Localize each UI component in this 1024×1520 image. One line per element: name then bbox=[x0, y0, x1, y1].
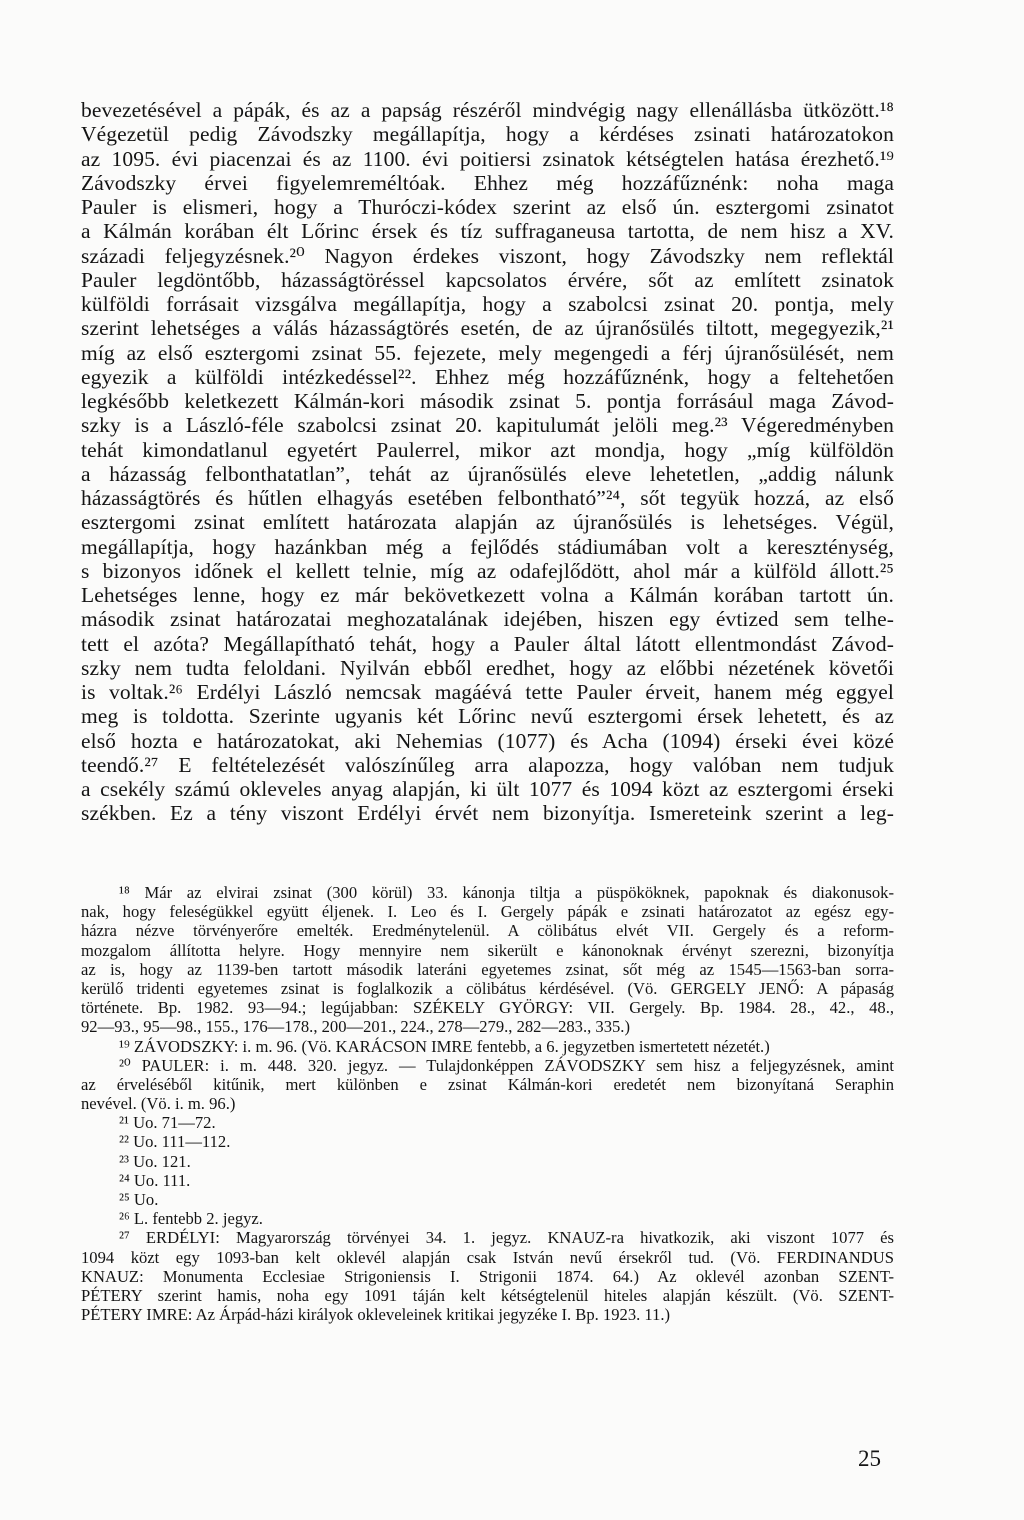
footnote-line: ²⁶ L. fentebb 2. jegyz. bbox=[119, 1209, 263, 1229]
footnote-line: ²³ Uo. 121. bbox=[119, 1151, 191, 1171]
text-line: külföldi forrásait vizsgálva megállapítja, hogy a szabolcsi zsinat 20. pontja, mely bbox=[81, 292, 894, 316]
text-line: legkésőbb keletkezett Kálmán-kori második zsinat 5. pontja forrásául maga Závod- bbox=[81, 389, 894, 413]
text-line: Pauler is elismeri, hogy a Thuróczi-kódex szerint az első ún. esztergomi zsinatot bbox=[81, 195, 894, 219]
footnote-line: ²⁴ Uo. 111. bbox=[119, 1170, 191, 1190]
text-line: Pauler legdöntőbb, házasságtöréssel kapcsolatos érvére, sőt az említett zsinatok bbox=[81, 267, 894, 292]
text-line: második zsinat határozatai meghozatalának idejében, hiszen egy évtized sem telhe- bbox=[81, 607, 894, 632]
text-line: esztergomi zsinat említett határozata alapján az újranősülés is lehetséges. Végül, bbox=[81, 510, 894, 535]
text-line: szky nem tudta feloldani. Nyilván ebből eredhet, hogy az előbbi nézetének követői bbox=[81, 655, 894, 680]
text-line: egyezik a külföldi intézkedéssel²². Ehhez még hozzáfűznénk, hogy a feltehetően bbox=[81, 364, 894, 389]
footnote-line: mozgalom állította helyre. Hogy mennyire nem sikerült e kánonoknak érvényt szerezni, bizonyítja bbox=[81, 940, 894, 960]
text-line: az 1095. évi piacenzai és az 1100. évi poitiersi zsinatok kétségtelen hatása érezhető.¹⁹ bbox=[81, 146, 894, 171]
text-line: bevezetésével a pápák, és az a papság részéről mindvégig nagy ellenállásba ütközött.¹⁸ bbox=[81, 98, 894, 122]
text-line: a házasság felbonthatatlan”, tehát az újranősülés eleve lehetetlen, „addig nálunk bbox=[81, 461, 894, 486]
text-line: Závodszky érvei figyelemreméltóak. Ehhez még hozzáfűznénk: noha maga bbox=[81, 170, 894, 195]
text-line: meg is toldotta. Szerinte ugyanis két Lőrinc nevű esztergomi érsek lehetett, és az bbox=[81, 704, 894, 729]
main-text bbox=[81, 98, 894, 826]
text-line: Lehetséges lenne, hogy ez már bekövetkezett volna a Kálmán korában tartott ún. bbox=[81, 583, 894, 607]
footnote-line: ²⁵ Uo. bbox=[119, 1190, 159, 1209]
footnote-line: ²⁷ ERDÉLYI: Magyarország törvényei 34. 1. jegyz. KNAUZ-ra hivatkozik, aki viszont 1077 és bbox=[119, 1228, 894, 1248]
footnote-line: 1094 közt egy 1093-ban kelt oklevél alapján csak István nevű érsekről tud. (Vö. FERDINANDUS bbox=[81, 1247, 894, 1267]
footnote-line: az érveléséből kitűnik, mert különben e zsinat Kálmán-kori eredetét nem bizonyítaná Seraphin bbox=[81, 1074, 894, 1094]
text-line: a Kálmán korában élt Lőrinc érsek és tíz suffraganeusa tartotta, de nem hisz a XV. bbox=[81, 219, 894, 244]
footnote-line: nevével. (Vö. i. m. 96.) bbox=[81, 1094, 236, 1114]
text-line: a csekély számú okleveles anyag alapján, ki ült 1077 és 1094 közt az esztergomi érseki bbox=[81, 777, 894, 801]
footnote-line: házra nézve törvényerőre emelték. Eredménytelenül. A cölibátus elvét VII. Gergely és a reform- bbox=[81, 921, 894, 941]
footnote-line: nak, hogy feleségükkel együtt éljenek. I. Leo és I. Gergely pápák e zsinati határozatot az egész egy- bbox=[81, 902, 894, 922]
text-line: székben. Ez a tény viszont Erdélyi érvét nem bizonyítja. Ismereteink szerint a leg- bbox=[81, 801, 894, 826]
footnote-line: ¹⁸ Már az elvirai zsinat (300 körül) 33. kánonja tiltja a püspököknek, papoknak és diakonusok- bbox=[119, 883, 894, 902]
text-line: s bizonyos időnek el kellett telnie, míg az odafejlődött, ahol már a külföld állott.²⁵ bbox=[81, 558, 894, 583]
text-line: tett el azóta? Megállapítható tehát, hogy a Pauler által látott ellentmondást Závod- bbox=[81, 631, 894, 656]
footnote-line: kerülő tridenti egyetemes zsinat is foglalkozik a cölibátus kérdésével. (Vö. GERGELY JENŐ: A pápaság bbox=[81, 978, 894, 998]
text-line: tehát kimondatlanul egyetért Paulerrel, mikor azt mondja, hogy „míg külföldön bbox=[81, 437, 894, 462]
text-line: teendő.²⁷ E feltételezését valószínűleg arra alapozza, hogy valóban nem tudjuk bbox=[81, 752, 894, 777]
footnote-line: ²⁰ PAULER: i. m. 448. 320. jegyz. — Tulajdonképpen ZÁVODSZKY sem hisz a feljegyzésnek, amint bbox=[119, 1055, 894, 1075]
text-line: Végezetül pedig Závodszky megállapítja, hogy a kérdéses zsinati határozatokon bbox=[81, 122, 894, 147]
text-line: szerint lehetséges a válás házasságtörés esetén, de az újranősülés tiltott, megegyezik,²¹ bbox=[81, 316, 894, 341]
footnotes bbox=[81, 883, 894, 1324]
footnote-line: PÉTERY szerint hamis, noha egy 1091 táján kelt kétségtelenül hiteles alapján készült. (Vö. SZENT- bbox=[81, 1285, 894, 1305]
text-line: is voltak.²⁶ Erdélyi László nemcsak magáévá tette Pauler érveit, hanem még eggyel bbox=[81, 680, 894, 704]
footnote-line: PÉTERY IMRE: Az Árpád-házi királyok okleveleinek kritikai jegyzéke I. Bp. 1923. 11.) bbox=[81, 1305, 671, 1325]
text-line: míg az első esztergomi zsinat 55. fejezete, mely megengedi a férj újranősülését, nem bbox=[81, 340, 894, 365]
footnote-line: története. Bp. 1982. 93—94.; legújabban: SZÉKELY GYÖRGY: VII. Gergely. Bp. 1984. 28., 42., 48., bbox=[81, 998, 894, 1018]
text-line: házasságtörés és hűtlen elhagyás esetében felbontható”²⁴, sőt tegyük hozzá, az első bbox=[81, 486, 894, 510]
footnote-line: az is, hogy az 1139-ben tartott második lateráni egyetemes zsinat, sőt még az 1545—1563-ban sorra- bbox=[81, 959, 894, 979]
text-line: megállapítja, hogy hazánkban még a fejlődés stádiumában volt a kereszténység, bbox=[81, 534, 894, 559]
footnote-line: 92—93., 95—98., 155., 176—178., 200—201., 224., 278—279., 282—283., 335.) bbox=[81, 1017, 630, 1037]
text-line: szky is a László-féle szabolcsi zsinat 20. kapitulumát jelöli meg.²³ Végeredményben bbox=[81, 413, 894, 438]
footnote-line: ¹⁹ ZÁVODSZKY: i. m. 96. (Vö. KARÁCSON IMRE fentebb, a 6. jegyzetben ismertetett nézetét.) bbox=[119, 1036, 770, 1056]
text-line: első hozta e határozatokat, aki Nehemias (1077) és Acha (1094) érseki évei közé bbox=[81, 728, 894, 753]
footnote-line: ²² Uo. 111—112. bbox=[119, 1132, 231, 1152]
text-line: századi feljegyzésnek.²⁰ Nagyon érdekes viszont, hogy Závodszky nem reflektál bbox=[81, 243, 894, 268]
footnote-line: ²¹ Uo. 71—72. bbox=[119, 1113, 216, 1133]
page-number: 25 bbox=[858, 1446, 881, 1471]
footnote-line: KNAUZ: Monumenta Ecclesiae Strigoniensis I. Strigonii 1874. 64.) Az oklevél azonban SZENT- bbox=[81, 1266, 894, 1286]
